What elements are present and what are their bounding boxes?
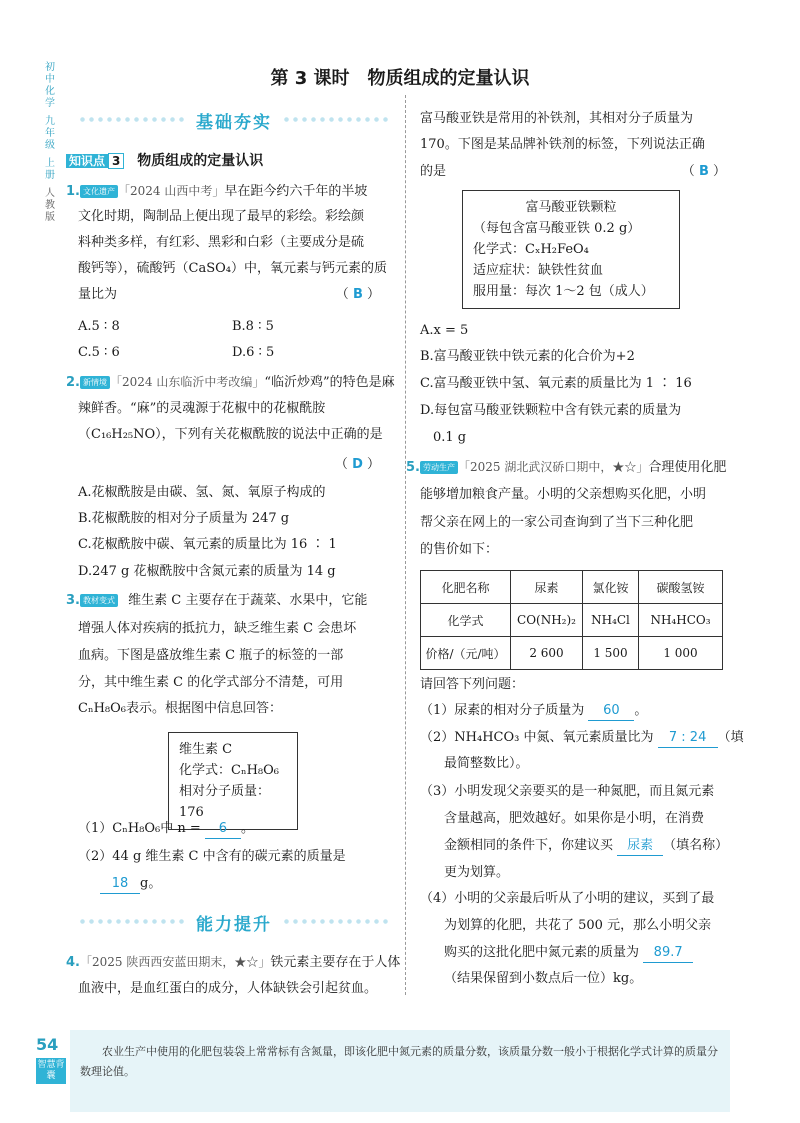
q2-option-c: C.花椒酰胺中碳、氧元素的质量比为 16 ∶ 1 bbox=[78, 537, 337, 552]
q4-stem-end: 的是 （ B ） bbox=[420, 164, 726, 179]
label-line: 化学式：CₙH₈O₆ bbox=[179, 763, 279, 778]
kp-label: 物质组成的定量认识 bbox=[137, 153, 264, 169]
q1-answer: B bbox=[352, 287, 363, 302]
q5-text: 合理使用化肥 bbox=[648, 460, 727, 475]
q4-option-a: A.x = 5 bbox=[420, 323, 469, 338]
q2-line-0 bbox=[66, 373, 395, 392]
banner-dots bbox=[282, 917, 390, 927]
q1-text: 量比为 bbox=[78, 287, 118, 302]
q1-option-a: A.5 ∶ 8 bbox=[78, 319, 120, 334]
q2-source: 「2024 山东临沂中考改编」 bbox=[109, 375, 265, 389]
q5-sub4-cont: （结果保留到小数点后一位）kg。 bbox=[444, 971, 643, 986]
q3-line-0 bbox=[66, 592, 367, 610]
q1-stem-end: 量比为 （ B ） bbox=[78, 287, 380, 302]
q4-number: 4. bbox=[66, 955, 80, 970]
q5-sub3-text: （3）小明发现父亲要买的是一种氮肥，而且氮元素 bbox=[420, 784, 715, 799]
banner-label: 基础夯实 bbox=[196, 112, 272, 133]
vitamin-c-label bbox=[168, 732, 298, 830]
q4-text: 的是 bbox=[420, 164, 447, 179]
q2-option-b: B.花椒酰胺的相对分子质量为 247 g bbox=[78, 511, 290, 526]
q5-sub4-answer: 89.7 bbox=[643, 944, 693, 963]
q5-text: 帮父亲在网上的一家公司查询到了当下三种化肥 bbox=[420, 515, 694, 530]
q5-sub2-post: （填 bbox=[717, 730, 744, 745]
q1-line-0 bbox=[66, 182, 378, 201]
q3-sub1-text: （1）CₙH₈O₆中 n = bbox=[78, 821, 201, 836]
column-divider bbox=[405, 95, 406, 995]
q4-option-b: B.富马酸亚铁中铁元素的化合价为+2 bbox=[420, 349, 635, 364]
side-grade: 九年级 bbox=[45, 116, 55, 151]
q5-number: 5. bbox=[406, 460, 420, 475]
q5-prompt: 请回答下列问题： bbox=[420, 677, 525, 692]
table-cell: 氯化铵 bbox=[583, 571, 639, 604]
q1-tag: 文化遗产 bbox=[80, 185, 118, 198]
q5-sub1-post: 。 bbox=[634, 703, 648, 718]
footer-tag: 智慧背囊 bbox=[36, 1058, 66, 1084]
q2-text: （C₁₆H₂₅NO），下列有关花椒酰胺的说法中正确的是 bbox=[78, 427, 383, 442]
q3-sub2-text: （2）44 g 维生素 C 中含有的碳元素的质量是 bbox=[78, 849, 346, 864]
fertilizer-table bbox=[420, 570, 723, 670]
q3-text: 分，其中维生素 C 的化学式部分不清楚，可用 bbox=[78, 675, 344, 690]
q3-sub1-post: 。 bbox=[240, 821, 254, 836]
q5-sub4-text: （4）小明的父亲最后听从了小明的建议，买到了最 bbox=[420, 891, 715, 906]
q3-number: 3. bbox=[66, 593, 80, 608]
q5-sub3-text: 含量越高，肥效越好。如果你是小明，在消费 bbox=[444, 811, 705, 826]
q5-sub3-text: 金额相同的条件下，你建议买 bbox=[444, 838, 614, 853]
q5-sub3-cont: 更为划算。 bbox=[444, 865, 510, 880]
table-cell: 尿素 bbox=[511, 571, 583, 604]
section-banner-basic bbox=[78, 106, 390, 134]
q5-text: 能够增加粮食产量。小明的父亲想购买化肥，小明 bbox=[420, 487, 707, 502]
q1-text: 文化时期，陶制品上便出现了最早的彩绘。彩绘颜 bbox=[78, 209, 365, 224]
side-edition: 人教版 bbox=[45, 188, 55, 223]
q5-sub1-text: （1）尿素的相对分子质量为 bbox=[420, 703, 585, 718]
q3-tag: 教材变式 bbox=[80, 594, 118, 607]
q5-sub3-post: （填名称） bbox=[663, 838, 729, 853]
table-cell: 碳酸氢铵 bbox=[639, 571, 723, 604]
section-banner-advance bbox=[78, 908, 390, 936]
q4-answer: B bbox=[698, 164, 709, 179]
table-cell: 化肥名称 bbox=[421, 571, 511, 604]
q3-text: 维生素 C 主要存在于蔬菜、水果中，它能 bbox=[128, 593, 368, 608]
q1-source: 「2024 山西中考」 bbox=[117, 184, 225, 198]
q5-sub4-text: 购买的这批化肥中氮元素的质量为 bbox=[444, 945, 640, 960]
label-line: 化学式：CₓH₂FeO₄ bbox=[473, 242, 589, 257]
q2-number: 2. bbox=[66, 375, 80, 390]
table-row bbox=[421, 604, 723, 637]
label-line: 富马酸亚铁颗粒 bbox=[525, 200, 617, 215]
q2-option-d: D.247 g 花椒酰胺中含氮元素的质量为 14 g bbox=[78, 564, 336, 579]
q4-option-c: C.富马酸亚铁中氢、氧元素的质量比为 1 ∶ 16 bbox=[420, 376, 692, 391]
label-line: 相对分子质量：176 bbox=[179, 784, 271, 820]
table-row bbox=[421, 637, 723, 670]
q5-tag: 劳动生产 bbox=[420, 461, 458, 474]
q4-text: 170。下图是某品牌补铁剂的标签，下列说法正确 bbox=[420, 137, 705, 152]
label-line: 适应症状：缺铁性贫血 bbox=[473, 263, 604, 278]
q4-text: 富马酸亚铁是常用的补铁剂，其相对分子质量为 bbox=[420, 111, 694, 126]
q2-option-a: A.花椒酰胺是由碳、氢、氮、氧原子构成的 bbox=[78, 485, 326, 500]
table-cell: NH₄Cl bbox=[583, 604, 639, 637]
q5-sub4-fill bbox=[444, 944, 693, 963]
q5-sub2-cont: 最简整数比）。 bbox=[444, 756, 529, 771]
table-cell: 1 000 bbox=[639, 637, 723, 670]
q3-sub1-answer: 6 bbox=[205, 820, 241, 839]
q3-sub2-line2 bbox=[100, 875, 161, 894]
iron-supplement-label bbox=[462, 190, 680, 309]
q5-sub3-fill bbox=[444, 837, 728, 856]
q3-text: 增强人体对疾病的抵抗力，缺乏维生素 C 会患坏 bbox=[78, 621, 357, 636]
q4-text: 铁元素主要存在于人体 bbox=[270, 955, 401, 970]
q5-sub3-answer: 尿素 bbox=[617, 837, 663, 856]
q5-sub2-text: （2）NH₄HCO₃ 中氮、氧元素质量比为 bbox=[420, 730, 654, 745]
q3-sub2-post: g。 bbox=[140, 876, 162, 891]
banner-dots bbox=[78, 115, 186, 125]
side-term: 上册 bbox=[45, 158, 55, 181]
q4-option-d: D.每包富马酸亚铁颗粒中含有铁元素的质量为 bbox=[420, 403, 682, 418]
q4-source: 「2025 陕西西安蓝田期末，★☆」 bbox=[79, 955, 271, 969]
q5-sub2-answer: 7 : 24 bbox=[658, 729, 718, 748]
q2-tag: 新情境 bbox=[80, 376, 110, 389]
q1-text: 料种类多样，有红彩、黑彩和白彩（主要成分是硫 bbox=[78, 235, 365, 250]
q5-sub1 bbox=[420, 702, 730, 721]
table-row bbox=[421, 571, 723, 604]
q3-sub2-answer: 18 bbox=[100, 875, 140, 894]
table-cell: NH₄HCO₃ bbox=[639, 604, 723, 637]
q1-text: 酸钙等），硫酸钙（CaSO₄）中，氧元素与钙元素的质 bbox=[78, 261, 387, 276]
q4-text: 血液中，是血红蛋白的成分，人体缺铁会引起贫血。 bbox=[78, 981, 378, 996]
kp-num: 3 bbox=[108, 153, 124, 169]
q2-answer-row: （ D ） bbox=[334, 457, 380, 472]
table-cell: 2 600 bbox=[511, 637, 583, 670]
q2-answer: D bbox=[352, 457, 363, 472]
q5-sub1-answer: 60 bbox=[588, 702, 634, 721]
label-line: 维生素 C bbox=[179, 742, 233, 757]
knowledge-point bbox=[66, 152, 263, 170]
q5-source: 「2025 湖北武汉硚口期中，★☆」 bbox=[457, 460, 649, 474]
page-number: 54 bbox=[36, 1035, 59, 1054]
q1-option-d: D.6 ∶ 5 bbox=[232, 345, 275, 360]
q5-text: 的售价如下： bbox=[420, 542, 499, 557]
side-subject: 初中化学 bbox=[45, 62, 55, 109]
page-title: 第 3 课时 物质组成的定量认识 bbox=[270, 68, 530, 89]
q2-text: 辣鲜香。“麻”的灵魂源于花椒中的花椒酰胺 bbox=[78, 401, 326, 416]
footer-text: 农业生产中使用的化肥包装袋上常常标有含氮量，即该化肥中氮元素的质量分数，该质量分数一般小于根据化学式计算的质量分数理论值。 bbox=[80, 1045, 718, 1078]
q3-sub1 bbox=[78, 820, 254, 839]
kp-tag: 知识点 bbox=[66, 154, 108, 168]
banner-dots bbox=[282, 115, 390, 125]
q1-option-c: C.5 ∶ 6 bbox=[78, 345, 120, 360]
q3-text: CₙH₈O₆表示。根据图中信息回答： bbox=[78, 701, 282, 716]
q4-option-d-cont: 0.1 g bbox=[420, 430, 467, 445]
table-cell: 1 500 bbox=[583, 637, 639, 670]
q1-option-b: B.8 ∶ 5 bbox=[232, 319, 274, 334]
q1-number: 1. bbox=[66, 184, 80, 199]
q3-text: 血病。下图是盛放维生素 C 瓶子的标签的一部 bbox=[78, 648, 344, 663]
table-cell: 化学式 bbox=[421, 604, 511, 637]
q1-text: 早在距今约六千年的半坡 bbox=[224, 184, 368, 199]
banner-label: 能力提升 bbox=[196, 914, 272, 935]
q5-sub2 bbox=[420, 729, 744, 748]
q2-text: “临沂炒鸡”的特色是麻 bbox=[264, 375, 395, 390]
q5-line-0 bbox=[406, 458, 726, 477]
q5-sub4-text: 为划算的化肥，共花了 500 元，那么小明父亲 bbox=[444, 918, 712, 933]
q4-line-0 bbox=[66, 953, 400, 972]
label-line: 服用量：每次 1～2 包（成人） bbox=[473, 284, 654, 299]
label-line: （每包含富马酸亚铁 0.2 g） bbox=[473, 221, 641, 236]
table-cell: 价格/（元/吨） bbox=[421, 637, 511, 670]
table-cell: CO(NH₂)₂ bbox=[511, 604, 583, 637]
banner-dots bbox=[78, 917, 186, 927]
